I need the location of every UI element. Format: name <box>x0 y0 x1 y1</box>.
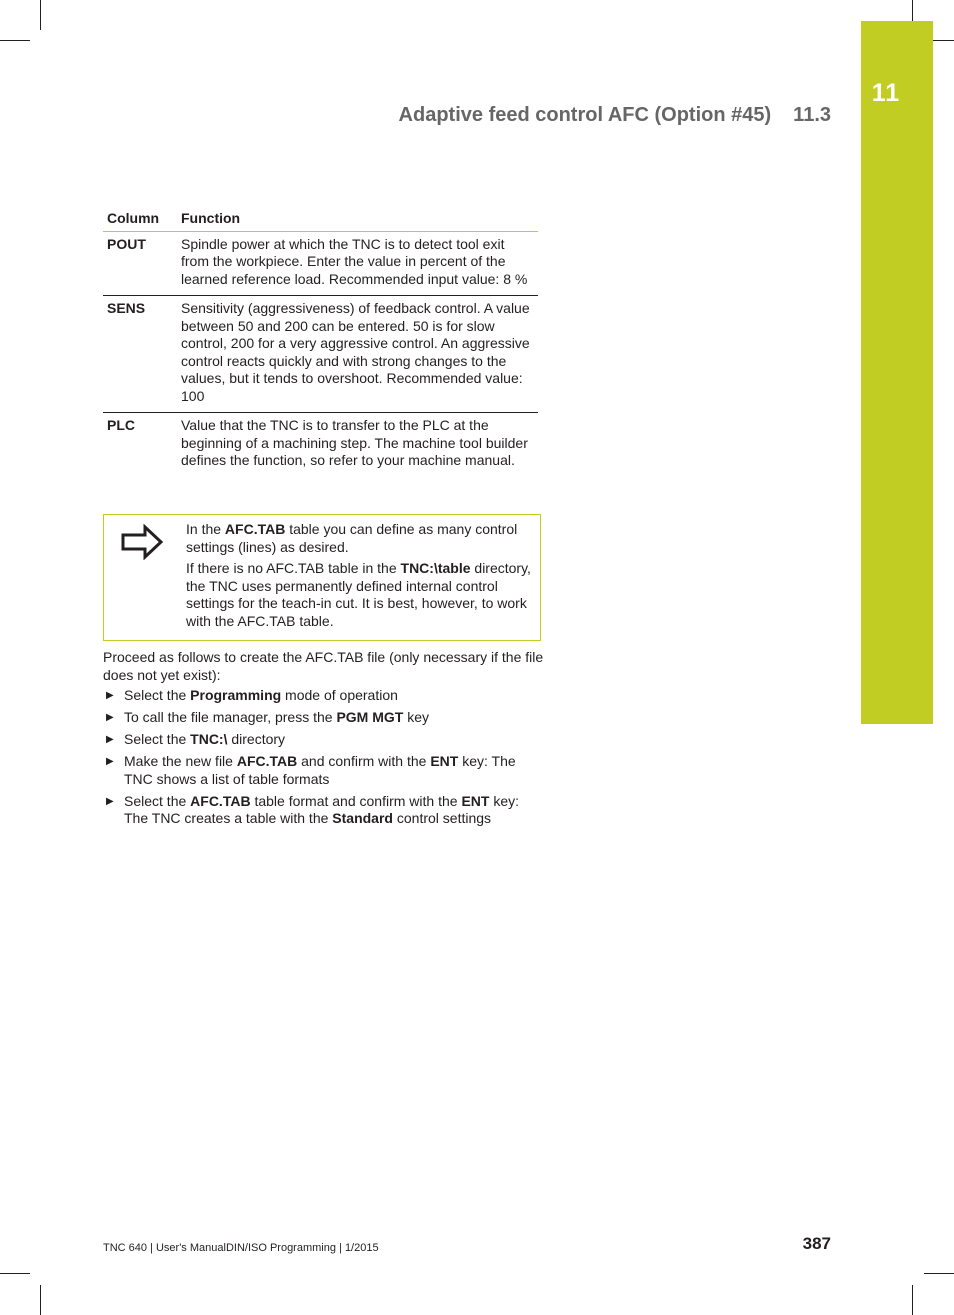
crop-mark <box>40 0 41 30</box>
list-item <box>103 793 545 828</box>
list-item <box>103 753 545 788</box>
note-keyword: TNC:\table <box>400 560 471 576</box>
step-text: key <box>403 709 430 725</box>
step-text: key: The TNC creates a table with the <box>124 792 520 826</box>
step-keyword: Standard <box>332 810 393 826</box>
row-function: Sensitivity (aggressiveness) of feedback control. A value between 50 and 200 can be entered. 50 is for slow control, 200 for a very aggressive control. An aggressive control reacts quickly and with strong changes to the values, but it tends to overshoot. Recommended value: 100 <box>177 296 538 413</box>
row-function: Value that the TNC is to transfer to the PLC at the beginning of a machining step. The machine tool builder defines the function, so refer to your machine manual. <box>181 417 528 468</box>
row-column-name: POUT <box>103 231 177 296</box>
step-list <box>103 687 545 832</box>
column-header: Column <box>103 209 177 231</box>
crop-mark <box>912 1285 913 1315</box>
note-paragraph <box>186 560 536 630</box>
chapter-tab <box>861 21 933 724</box>
row-function: Spindle power at which the TNC is to detect tool exit from the workpiece. Enter the value in percent of the learned reference load. Recommended input value: 8 % <box>177 231 538 296</box>
note-text-run: If there is no AFC.TAB table in the <box>186 560 401 576</box>
table-row <box>103 413 538 477</box>
list-item <box>103 731 545 749</box>
footer-text: TNC 640 | User's ManualDIN/ISO Programming | 1/2015 <box>103 1242 379 1254</box>
table-row <box>103 231 538 296</box>
note-text-run: table you can define as many control settings (lines) as desired. <box>186 521 518 555</box>
row-column-name: PLC <box>107 417 135 433</box>
bullet-arrow-icon: ▶ <box>106 734 114 745</box>
list-item <box>103 709 545 727</box>
function-header: Function <box>177 209 538 231</box>
arrow-right-icon <box>120 524 164 560</box>
note-keyword: AFC.TAB <box>224 521 286 537</box>
note-box <box>103 514 541 641</box>
step-text: Make the new file <box>124 753 237 769</box>
step-keyword: AFC.TAB <box>190 792 251 809</box>
running-header <box>399 104 831 127</box>
step-text: control settings <box>392 810 492 826</box>
crop-mark <box>0 1273 30 1274</box>
crop-mark <box>40 1285 41 1315</box>
table-row <box>103 296 538 413</box>
crop-mark <box>924 1273 954 1274</box>
step-text: Select the <box>124 731 191 747</box>
step-keyword: ENT <box>461 792 490 809</box>
list-item <box>103 687 545 705</box>
bullet-arrow-icon: ▶ <box>106 756 114 767</box>
step-keyword: PGM MGT <box>336 709 404 725</box>
step-text: directory <box>227 731 286 747</box>
chapter-number: 11 <box>871 79 901 107</box>
note-paragraph <box>186 521 536 556</box>
step-keyword: Programming <box>190 687 282 703</box>
note-text-run: directory, the TNC uses permanently defined internal control settings for the teach-in cut. It is best, however, to work with the AFC.TAB table. <box>186 560 531 629</box>
step-keyword: ENT <box>430 753 459 769</box>
bullet-arrow-icon: ▶ <box>106 795 114 807</box>
intro-paragraph: Proceed as follows to create the AFC.TAB file (only necessary if the file does not yet exist): <box>103 649 544 683</box>
header-section: 11.3 <box>793 104 831 126</box>
note-text <box>186 521 536 634</box>
table-header-row <box>103 209 538 231</box>
page-number: 387 <box>802 1234 831 1253</box>
header-title: Adaptive feed control AFC (Option #45) <box>398 104 772 126</box>
crop-mark <box>0 40 30 41</box>
step-keyword: TNC:\ <box>190 731 228 747</box>
row-column-name: SENS <box>103 296 177 413</box>
bullet-arrow-icon: ▶ <box>106 690 114 701</box>
step-text: key: The TNC shows a list of table formats <box>124 753 516 787</box>
step-keyword: AFC.TAB <box>236 753 298 769</box>
step-text: Select the <box>124 792 191 809</box>
note-text-run: In the <box>186 521 225 537</box>
step-text: Select the <box>124 687 191 703</box>
bullet-arrow-icon: ▶ <box>106 712 114 723</box>
step-text: To call the file manager, press the <box>124 709 337 725</box>
function-table <box>103 209 538 477</box>
step-text: and confirm with the <box>297 753 431 769</box>
step-text: table format and confirm with the <box>250 792 462 809</box>
step-text: mode of operation <box>281 687 398 703</box>
